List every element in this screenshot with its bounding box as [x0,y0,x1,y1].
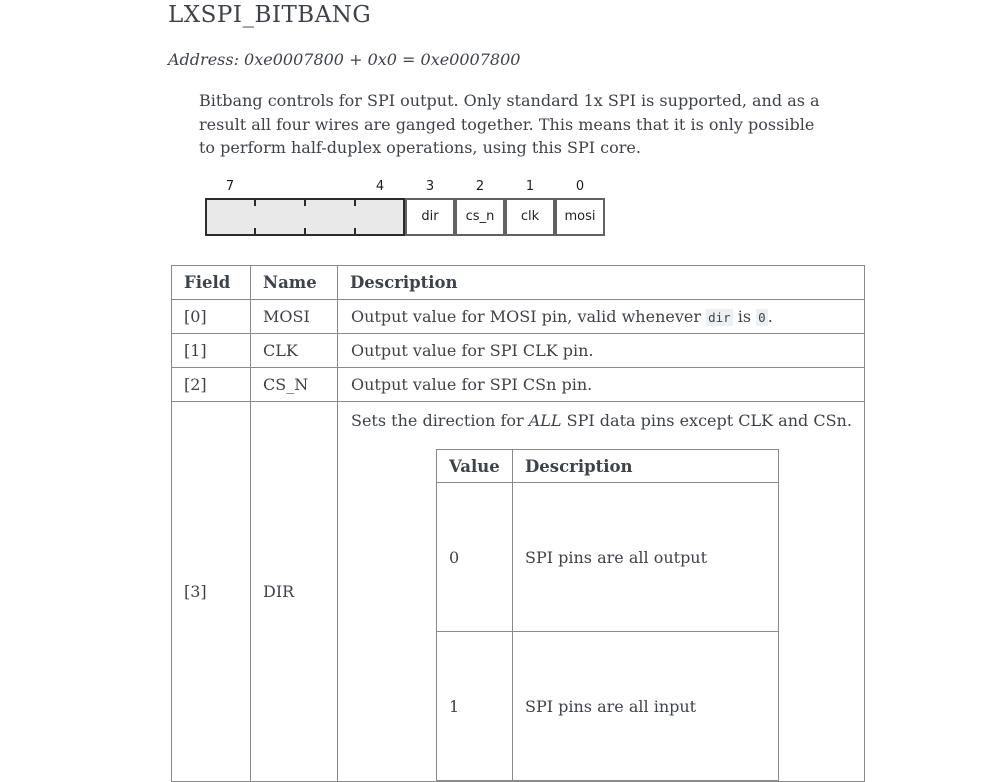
bitfield-cell-mosi: mosi [555,198,605,236]
column-header-description: Description [338,266,865,300]
values-table [436,449,779,781]
description-cell [338,300,865,334]
value-cell: 1 [437,632,513,781]
register-address: Address: 0xe0007800 + 0x0 = 0xe0007800 [168,50,521,69]
values-row-1 [437,632,779,781]
bit-number-row [205,179,605,197]
values-row-0 [437,483,779,632]
table-row-dir [172,402,865,782]
page-title: LXSPI_BITBANG [168,2,372,28]
bitfield-diagram [205,179,607,239]
value-description-cell: SPI pins are all output [513,483,779,632]
description-text: is [732,307,757,326]
field-cell: [1] [172,334,251,368]
table-row-cs_n [172,368,865,402]
column-header-value: Value [437,450,513,483]
description-text: Output value for MOSI pin, valid whenever [351,307,707,326]
bit-number-3: 3 [425,179,435,194]
value-description-cell: SPI pins are all input [513,632,779,781]
table-row-clk [172,334,865,368]
bitfield-reserved-region [205,198,405,236]
bit-number-2: 2 [475,179,485,194]
column-header-field: Field [172,266,251,300]
description-cell: Output value for SPI CLK pin. [338,334,865,368]
bitfield-cell-clk: clk [505,198,555,236]
description-text: Sets the direction for [351,411,529,430]
field-cell: [0] [172,300,251,334]
inline-code-zero: 0 [758,310,766,325]
bit-tick [254,200,256,206]
bitfield-cells [205,198,605,236]
column-header-name: Name [251,266,338,300]
bit-number-1: 1 [525,179,535,194]
name-cell: CLK [251,334,338,368]
bit-tick [304,200,306,206]
bit-tick [304,228,306,234]
emphasized-text: ALL [528,411,562,430]
name-cell: DIR [251,402,338,782]
table-row-mosi [172,300,865,334]
fields-table-header-row [172,266,865,300]
value-cell: 0 [437,483,513,632]
bit-tick [354,228,356,234]
name-cell: MOSI [251,300,338,334]
dir-description [351,409,864,432]
description-text: SPI data pins except CLK and CSn. [561,411,852,430]
field-cell: [3] [172,402,251,782]
values-table-header-row [437,450,779,483]
bit-tick [254,228,256,234]
description-cell: Output value for SPI CSn pin. [338,368,865,402]
bit-number-0: 0 [575,179,585,194]
bit-number-7: 7 [225,179,235,194]
bitfield-cell-dir: dir [405,198,455,236]
name-cell: CS_N [251,368,338,402]
inline-code-dir: dir [708,310,731,325]
register-description: Bitbang controls for SPI output. Only standard 1x SPI is supported, and as a result all four wires are ganged together. This means that it is only possible to perform half-duplex operations, using this SPI core. [199,91,820,157]
bit-tick [354,200,356,206]
fields-table [171,265,865,782]
column-header-description: Description [513,450,779,483]
description-cell [338,402,865,782]
bit-number-4: 4 [375,179,385,194]
field-cell: [2] [172,368,251,402]
description-text: . [767,307,773,326]
bitfield-cell-cs_n: cs_n [455,198,505,236]
